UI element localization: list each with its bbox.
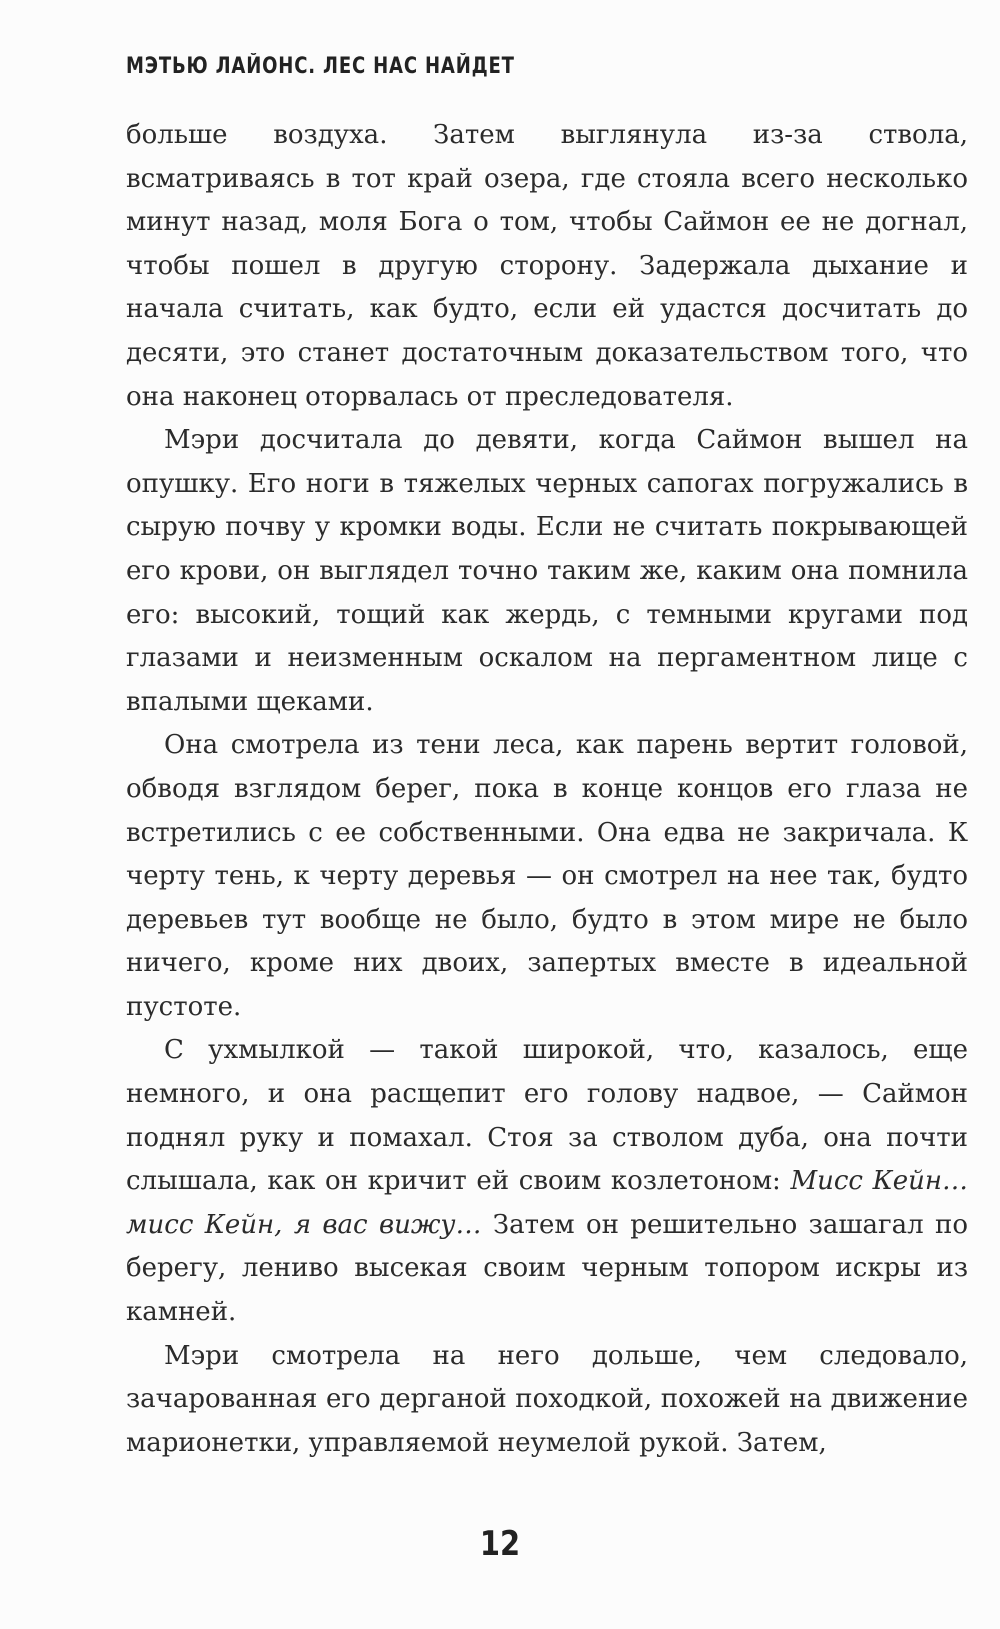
paragraph-3: Она смотрела из тени леса, как парень вертит головой, обводя взглядом берег, пока в конце концов его глаза не встретились с ее собственными. Она едва не закричала. К черту тень, к черту деревья — он смотрел на нее так, будто деревьев тут вообще не было, будто в этом мире не было ничего, кроме них двоих, запертых вместе в идеальной пустоте.	[126, 730, 968, 1022]
running-head: МЭТЬЮ ЛАЙОНС. ЛЕС НАС НАЙДЕТ	[126, 54, 515, 79]
paragraph-4	[126, 1029, 968, 1334]
paragraph-4-italic: Мисс Кейн… мисс Кейн, я вас вижу…	[126, 1166, 968, 1240]
paragraph-2: Мэри досчитала до девяти, когда Саймон вышел на опушку. Его ноги в тяжелых черных сапогах погружались в сырую почву у кромки воды. Если не считать покрывающей его крови, он выглядел точно таким же, каким она помнила его: высокий, тощий как жердь, с темными кругами под глазами и неизменным оскалом на пергаментном лице с впалыми щеками.	[126, 425, 968, 717]
page-number: 12	[479, 1524, 521, 1564]
paragraph-4-after: Затем он решительно зашагал по берегу, лениво высекая своим черным топором искры из камней.	[126, 1209, 968, 1328]
paragraph-4-before: С ухмылкой — такой широкой, что, казалось, еще немного, и она расщепит его голову надвое, — Саймон поднял руку и помахал. Стоя за стволом дуба, она почти слышала, как он кричит ей своим козлетоном:	[126, 1035, 968, 1197]
paragraph-5: Мэри смотрела на него дольше, чем следовало, зачарованная его дерганой походкой, похожей на движение марионетки, управляемой неумелой рукой. Затем,	[126, 1340, 968, 1458]
paragraph-1: больше воздуха. Затем выглянула из-за ствола, всматриваясь в тот край озера, где стояла всего несколько минут назад, моля Бога о том, чтобы Саймон ее не догнал, чтобы пошел в другую сторону. Задержала дыхание и начала считать, как будто, если ей удастся досчитать до десяти, это станет достаточным доказательством того, что она наконец оторвалась от преследователя.	[126, 120, 968, 412]
body-text	[126, 114, 968, 1465]
